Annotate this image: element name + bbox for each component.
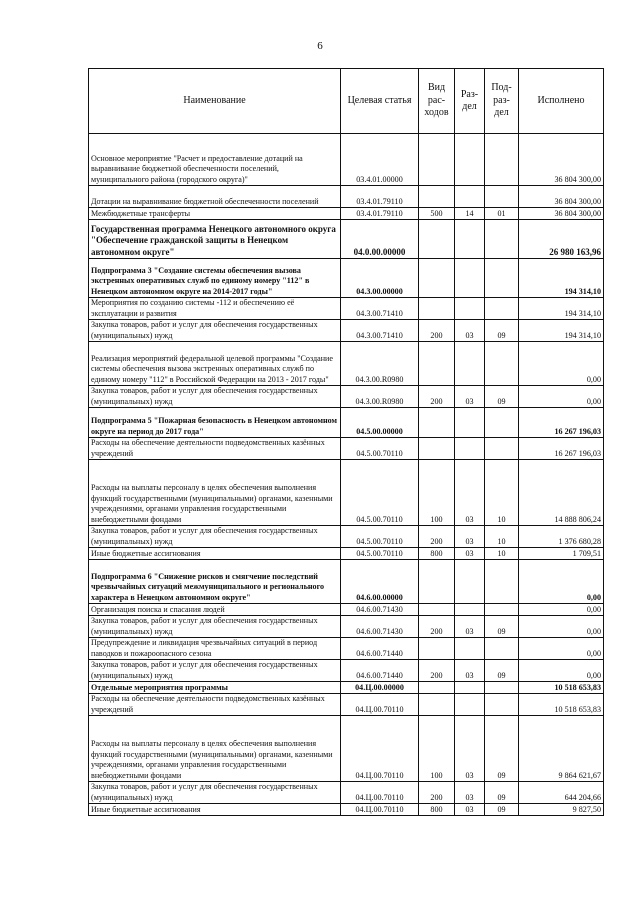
cell-expense-type: 200 <box>419 616 455 638</box>
cell-name: Дотации на выравнивание бюджетной обеспеченности поселений <box>89 186 341 208</box>
cell-expense-type: 100 <box>419 716 455 782</box>
cell-target-article: 04.5.00.70110 <box>341 548 419 560</box>
cell-subsection <box>485 134 519 186</box>
cell-expense-type <box>419 186 455 208</box>
cell-target-article: 04.3.00.R0980 <box>341 386 419 408</box>
table-row <box>89 460 604 526</box>
header-name: Наименование <box>89 69 341 134</box>
cell-section: 03 <box>455 716 485 782</box>
header-row <box>89 69 604 134</box>
cell-executed: 194 314,10 <box>519 320 604 342</box>
cell-expense-type: 200 <box>419 386 455 408</box>
cell-executed: 1 709,51 <box>519 548 604 560</box>
cell-target-article: 04.5.00.70110 <box>341 460 419 526</box>
cell-subsection <box>485 438 519 460</box>
cell-expense-type <box>419 682 455 694</box>
cell-expense-type: 200 <box>419 320 455 342</box>
cell-name: Расходы на обеспечение деятельности подведомственных казённых учреждений <box>89 438 341 460</box>
cell-executed: 644 204,66 <box>519 782 604 804</box>
cell-target-article: 04.3.00.71410 <box>341 298 419 320</box>
cell-name: Межбюджетные трансферты <box>89 208 341 220</box>
table-row <box>89 342 604 386</box>
cell-name: Предупреждение и ликвидация чрезвычайных ситуаций в период паводков и пожароопасного сезона <box>89 638 341 660</box>
cell-executed: 0,00 <box>519 386 604 408</box>
cell-section: 03 <box>455 804 485 816</box>
cell-section <box>455 438 485 460</box>
cell-target-article: 04.Ц.00.70110 <box>341 782 419 804</box>
cell-subsection <box>485 408 519 438</box>
cell-expense-type <box>419 134 455 186</box>
cell-section: 14 <box>455 208 485 220</box>
cell-executed: 0,00 <box>519 604 604 616</box>
cell-section <box>455 408 485 438</box>
table-row <box>89 694 604 716</box>
cell-expense-type <box>419 298 455 320</box>
cell-name: Основное мероприятие "Расчет и предоставление дотаций на выравнивание бюджетной обеспеченности поселений, муниципального района (городского округа)" <box>89 134 341 186</box>
cell-executed: 1 376 680,28 <box>519 526 604 548</box>
cell-name: Государственная программа Ненецкого автономного округа "Обеспечение гражданской защиты в Ненецком автономном округе" <box>89 220 341 259</box>
cell-name: Закупка товаров, работ и услуг для обеспечения государственных (муниципальных) нужд <box>89 320 341 342</box>
table-row <box>89 616 604 638</box>
cell-name: Иные бюджетные ассигнования <box>89 548 341 560</box>
cell-section: 03 <box>455 782 485 804</box>
cell-name: Иные бюджетные ассигнования <box>89 804 341 816</box>
cell-expense-type <box>419 220 455 259</box>
table-row <box>89 220 604 259</box>
cell-section <box>455 342 485 386</box>
table-row <box>89 386 604 408</box>
page-number: 6 <box>317 40 323 52</box>
cell-executed: 36 804 300,00 <box>519 186 604 208</box>
cell-target-article: 04.Ц.00.70110 <box>341 694 419 716</box>
cell-executed: 0,00 <box>519 616 604 638</box>
cell-name: Закупка товаров, работ и услуг для обеспечения государственных (муниципальных) нужд <box>89 616 341 638</box>
cell-target-article: 03.4.01.79110 <box>341 186 419 208</box>
cell-target-article: 04.6.00.00000 <box>341 560 419 604</box>
cell-target-article: 04.6.00.71430 <box>341 604 419 616</box>
cell-name: Организация поиска и спасания людей <box>89 604 341 616</box>
cell-expense-type <box>419 694 455 716</box>
cell-name: Расходы на выплаты персоналу в целях обеспечения выполнения функций государственными (муниципальными) органами, казенными учреждениями, органами управления государственными внебюджетными фондами <box>89 716 341 782</box>
table-row <box>89 804 604 816</box>
cell-expense-type: 200 <box>419 660 455 682</box>
cell-name: Расходы на обеспечение деятельности подведомственных казённых учреждений <box>89 694 341 716</box>
cell-executed: 194 314,10 <box>519 259 604 298</box>
cell-subsection: 10 <box>485 460 519 526</box>
cell-section: 03 <box>455 320 485 342</box>
cell-executed: 16 267 196,03 <box>519 438 604 460</box>
cell-executed: 36 804 300,00 <box>519 134 604 186</box>
cell-name: Подпрограмма 3 "Создание системы обеспечения вызова экстренных оперативных служб по единому номеру "112" в Ненецком автономном округе на 2014-2017 годы" <box>89 259 341 298</box>
table-body <box>89 134 604 816</box>
cell-expense-type: 800 <box>419 804 455 816</box>
cell-name: Расходы на выплаты персоналу в целях обеспечения выполнения функций государственными (муниципальными) органами, казенными учреждениями, органами управления государственными внебюджетными фондами <box>89 460 341 526</box>
cell-executed: 10 518 653,83 <box>519 682 604 694</box>
cell-section <box>455 134 485 186</box>
cell-executed: 0,00 <box>519 560 604 604</box>
cell-expense-type: 200 <box>419 526 455 548</box>
cell-subsection <box>485 694 519 716</box>
table-row <box>89 716 604 782</box>
table-row <box>89 682 604 694</box>
cell-section <box>455 638 485 660</box>
cell-subsection: 09 <box>485 320 519 342</box>
header-subsection: Под-раз-дел <box>485 69 519 134</box>
cell-subsection: 09 <box>485 616 519 638</box>
cell-subsection <box>485 638 519 660</box>
table-row <box>89 408 604 438</box>
header-section: Раз-дел <box>455 69 485 134</box>
table-header <box>89 69 604 134</box>
cell-name: Закупка товаров, работ и услуг для обеспечения государственных (муниципальных) нужд <box>89 386 341 408</box>
cell-section: 03 <box>455 526 485 548</box>
cell-subsection: 09 <box>485 782 519 804</box>
budget-table <box>88 68 604 816</box>
table-row <box>89 560 604 604</box>
cell-target-article: 03.4.01.00000 <box>341 134 419 186</box>
cell-expense-type: 200 <box>419 782 455 804</box>
cell-subsection: 09 <box>485 804 519 816</box>
cell-target-article: 04.6.00.71430 <box>341 616 419 638</box>
cell-section <box>455 604 485 616</box>
cell-target-article: 04.Ц.00.70110 <box>341 804 419 816</box>
cell-executed: 0,00 <box>519 660 604 682</box>
cell-section <box>455 694 485 716</box>
cell-subsection <box>485 298 519 320</box>
cell-section: 03 <box>455 460 485 526</box>
cell-section <box>455 682 485 694</box>
cell-target-article: 04.Ц.00.70110 <box>341 716 419 782</box>
cell-target-article: 04.5.00.00000 <box>341 408 419 438</box>
header-target-article: Целевая статья <box>341 69 419 134</box>
cell-name: Подпрограмма 6 "Снижение рисков и смягчение последствий чрезвычайных ситуаций межмуниципального и регионального характера в Ненецком автономном округе" <box>89 560 341 604</box>
table-row <box>89 604 604 616</box>
cell-section <box>455 298 485 320</box>
cell-target-article: 04.3.00.71410 <box>341 320 419 342</box>
cell-executed: 194 314,10 <box>519 298 604 320</box>
cell-subsection: 09 <box>485 660 519 682</box>
cell-subsection: 09 <box>485 716 519 782</box>
cell-executed: 0,00 <box>519 342 604 386</box>
cell-section <box>455 220 485 259</box>
cell-subsection: 09 <box>485 386 519 408</box>
table-row <box>89 208 604 220</box>
cell-expense-type <box>419 438 455 460</box>
cell-section <box>455 259 485 298</box>
cell-subsection: 10 <box>485 526 519 548</box>
cell-executed: 9 864 621,67 <box>519 716 604 782</box>
cell-expense-type: 800 <box>419 548 455 560</box>
cell-executed: 9 827,50 <box>519 804 604 816</box>
cell-name: Реализация мероприятий федеральной целевой программы "Создание системы обеспечения вызова экстренных оперативных служб по единому номеру "112" в Российской Федерации на 2013 - 2017 годы" <box>89 342 341 386</box>
cell-name: Закупка товаров, работ и услуг для обеспечения государственных (муниципальных) нужд <box>89 782 341 804</box>
cell-executed: 26 980 163,96 <box>519 220 604 259</box>
cell-subsection: 01 <box>485 208 519 220</box>
cell-target-article: 03.4.01.79110 <box>341 208 419 220</box>
table-row <box>89 660 604 682</box>
cell-expense-type: 100 <box>419 460 455 526</box>
cell-subsection <box>485 560 519 604</box>
cell-section: 03 <box>455 548 485 560</box>
cell-subsection <box>485 259 519 298</box>
table-row <box>89 526 604 548</box>
cell-expense-type <box>419 259 455 298</box>
cell-section: 03 <box>455 386 485 408</box>
table-row <box>89 638 604 660</box>
cell-executed: 36 804 300,00 <box>519 208 604 220</box>
table-row <box>89 186 604 208</box>
cell-expense-type <box>419 560 455 604</box>
table-row <box>89 548 604 560</box>
cell-target-article: 04.6.00.71440 <box>341 638 419 660</box>
cell-target-article: 04.5.00.70110 <box>341 526 419 548</box>
cell-expense-type <box>419 408 455 438</box>
cell-target-article: 04.3.00.R0980 <box>341 342 419 386</box>
cell-subsection <box>485 186 519 208</box>
header-executed: Исполнено <box>519 69 604 134</box>
cell-subsection <box>485 604 519 616</box>
table-row <box>89 134 604 186</box>
cell-executed: 0,00 <box>519 638 604 660</box>
cell-executed: 16 267 196,03 <box>519 408 604 438</box>
cell-name: Закупка товаров, работ и услуг для обеспечения государственных (муниципальных) нужд <box>89 526 341 548</box>
cell-target-article: 04.6.00.71440 <box>341 660 419 682</box>
cell-subsection: 10 <box>485 548 519 560</box>
cell-target-article: 04.3.00.00000 <box>341 259 419 298</box>
cell-name: Мероприятия по созданию системы -112 и обеспечению её эксплуатации и развития <box>89 298 341 320</box>
table-row <box>89 320 604 342</box>
cell-executed: 14 888 806,24 <box>519 460 604 526</box>
cell-expense-type <box>419 638 455 660</box>
cell-section: 03 <box>455 616 485 638</box>
cell-name: Закупка товаров, работ и услуг для обеспечения государственных (муниципальных) нужд <box>89 660 341 682</box>
cell-expense-type: 500 <box>419 208 455 220</box>
cell-expense-type <box>419 604 455 616</box>
cell-target-article: 04.0.00.00000 <box>341 220 419 259</box>
cell-section <box>455 186 485 208</box>
table-row <box>89 782 604 804</box>
cell-name: Подпрограмма 5 "Пожарная безопасность в Ненецком автономном округе на период до 2017 года" <box>89 408 341 438</box>
cell-target-article: 04.Ц.00.00000 <box>341 682 419 694</box>
cell-section: 03 <box>455 660 485 682</box>
cell-name: Отдельные мероприятия программы <box>89 682 341 694</box>
cell-subsection <box>485 220 519 259</box>
cell-subsection <box>485 682 519 694</box>
table-row <box>89 259 604 298</box>
cell-target-article: 04.5.00.70110 <box>341 438 419 460</box>
table-row <box>89 438 604 460</box>
cell-section <box>455 560 485 604</box>
cell-executed: 10 518 653,83 <box>519 694 604 716</box>
table-row <box>89 298 604 320</box>
header-expense-type: Вид рас-ходов <box>419 69 455 134</box>
cell-expense-type <box>419 342 455 386</box>
cell-subsection <box>485 342 519 386</box>
